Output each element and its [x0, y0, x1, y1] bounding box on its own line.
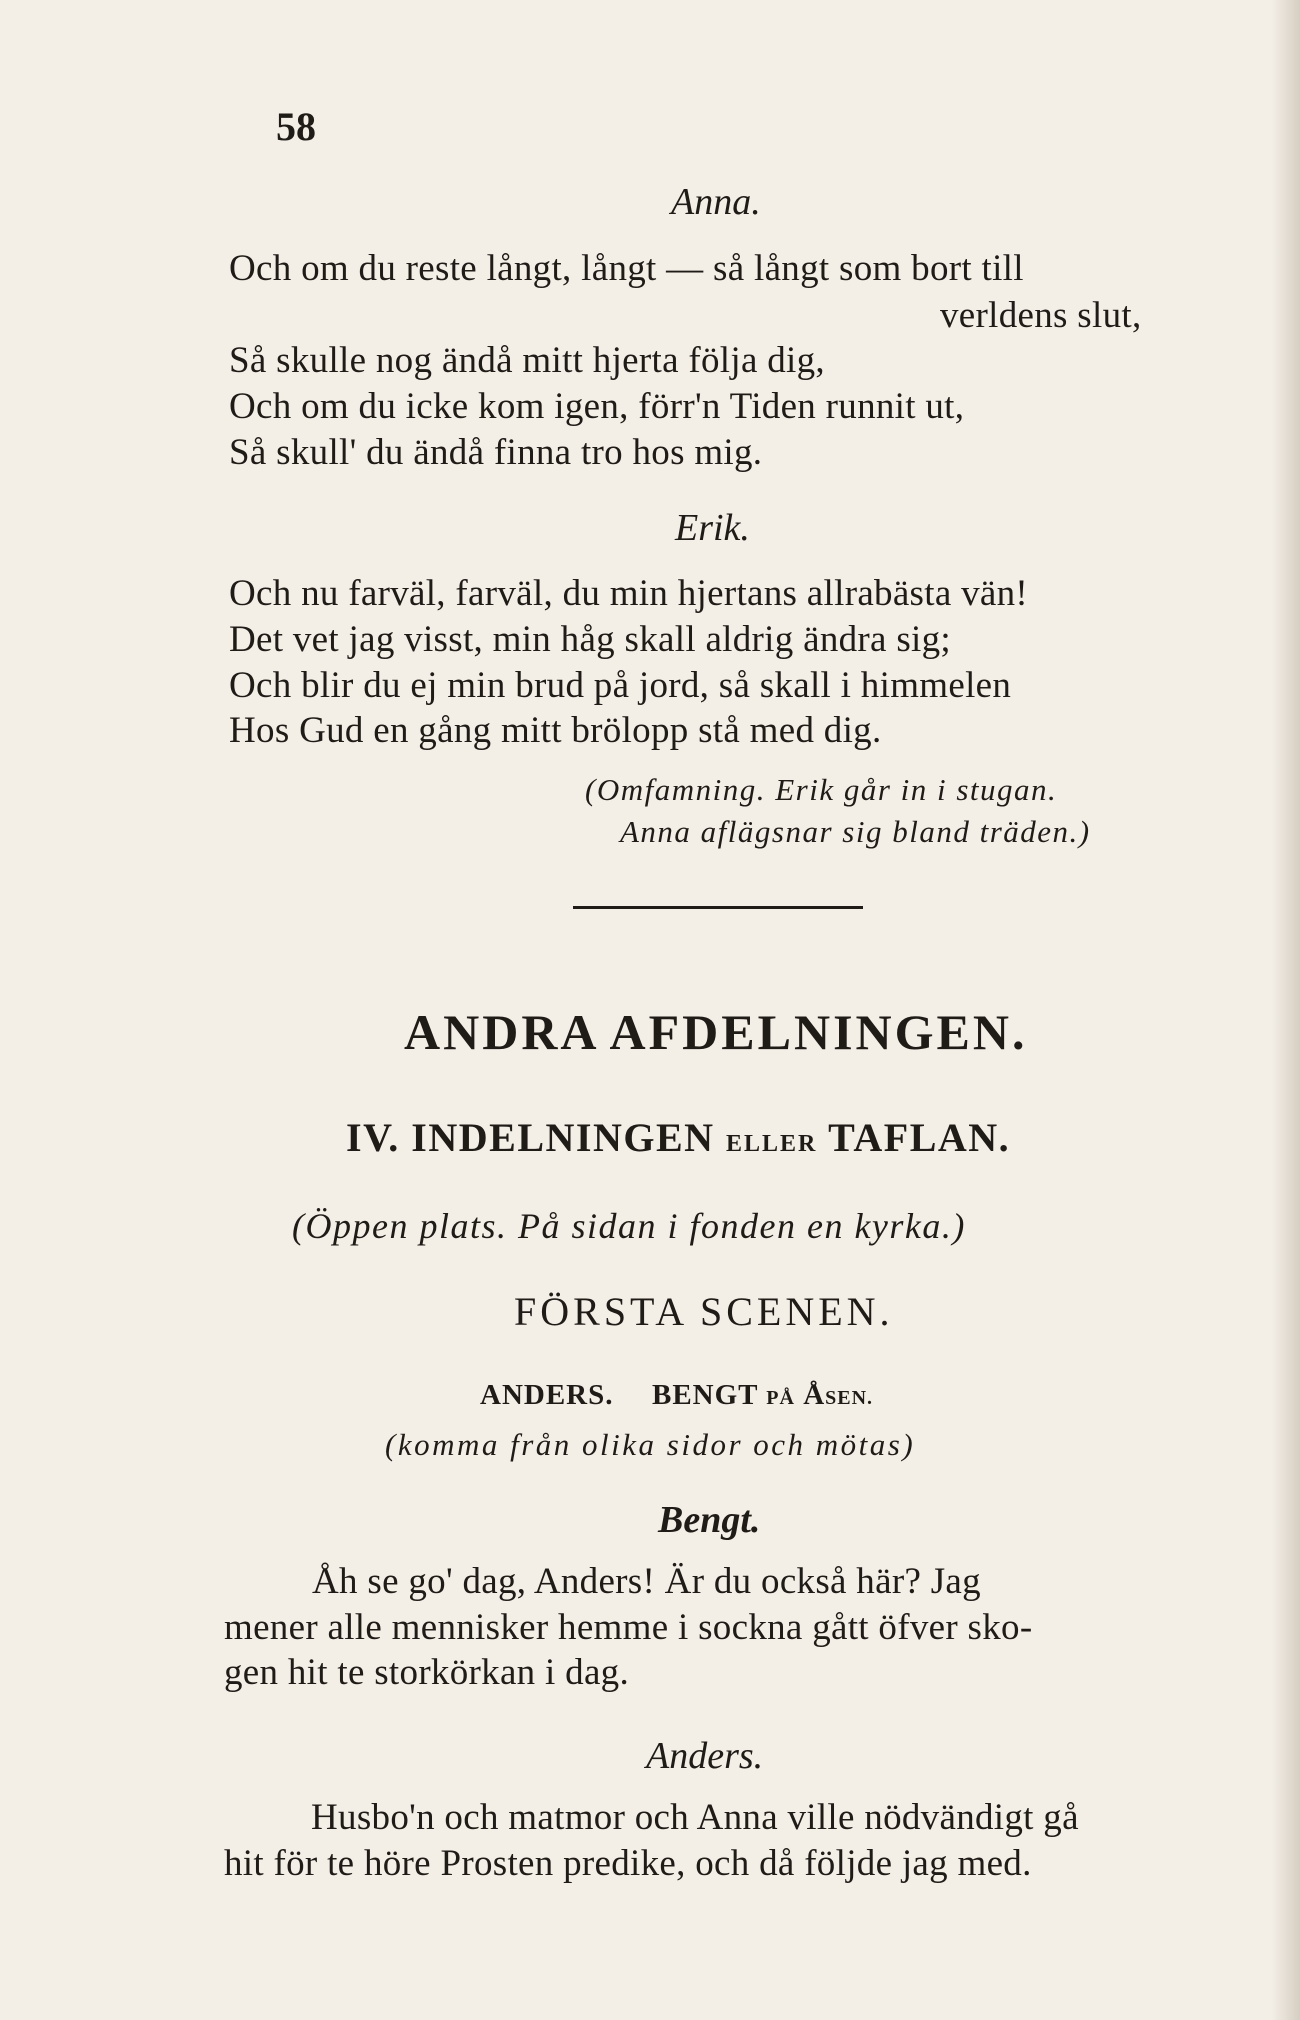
verse-line: Och om du icke kom igen, förr'n Tiden runnit ut, [229, 386, 965, 427]
section-title-b: TAFLAN. [828, 1115, 1011, 1160]
verse-line: Hos Gud en gång mitt brölopp stå med dig. [229, 710, 882, 751]
page-number: 58 [276, 104, 316, 149]
speaker-erik: Erik. [675, 507, 750, 549]
verse-line: Och blir du ej min brud på jord, så skall i himmelen [229, 665, 1012, 706]
character-bengt-pa: PÅ [766, 1387, 795, 1409]
stage-direction: Anna aflägsnar sig bland träden.) [620, 814, 1091, 849]
prose-line: gen hit te storkörkan i dag. [224, 1652, 630, 1693]
stage-direction: (Omfamning. Erik går in i stugan. [585, 772, 1058, 807]
character-anders: ANDERS. [480, 1379, 614, 1411]
character-bengt: BENGT [652, 1379, 759, 1411]
verse-line: verldens slut, [940, 295, 1142, 336]
prose-line: Åh se go' dag, Anders! Är du också här? Jag [312, 1561, 981, 1602]
speaker-anders: Anders. [646, 1735, 764, 1777]
section-title-conjunction: ELLER [726, 1131, 818, 1157]
character-bengt-asen-rest: SEN. [825, 1387, 874, 1409]
verse-line: Så skull' du ändå finna tro hos mig. [229, 432, 763, 473]
speaker-anna: Anna. [671, 181, 761, 223]
setting-direction: (Öppen plats. På sidan i fonden en kyrka.) [292, 1206, 966, 1246]
section-heading [346, 1114, 1010, 1161]
stage-direction: (komma från olika sidor och mötas) [385, 1427, 916, 1462]
section-number: IV. [346, 1115, 400, 1160]
prose-line: mener alle mennisker hemme i sockna gått öfver sko- [224, 1607, 1033, 1648]
verse-line: Och om du reste långt, långt — så långt som bort till [229, 248, 1024, 289]
speaker-bengt: Bengt. [658, 1499, 761, 1541]
character-list [480, 1379, 873, 1412]
scene-heading: FÖRSTA SCENEN. [514, 1289, 894, 1334]
prose-line: Husbo'n och matmor och Anna ville nödvändigt gå [311, 1797, 1079, 1838]
section-rule [573, 906, 863, 909]
verse-line: Så skulle nog ändå mitt hjerta följa dig, [229, 340, 825, 381]
page-edge-shadow [1272, 0, 1300, 2020]
verse-line: Det vet jag visst, min håg skall aldrig ändra sig; [229, 619, 951, 660]
part-heading: ANDRA AFDELNINGEN. [404, 1004, 1028, 1060]
verse-line: Och nu farväl, farväl, du min hjertans allrabästa vän! [229, 573, 1029, 614]
character-bengt-asen-initial: Å [803, 1379, 826, 1411]
prose-line: hit för te höre Prosten predike, och då följde jag med. [224, 1843, 1032, 1884]
section-title-a: INDELNINGEN [411, 1115, 715, 1160]
